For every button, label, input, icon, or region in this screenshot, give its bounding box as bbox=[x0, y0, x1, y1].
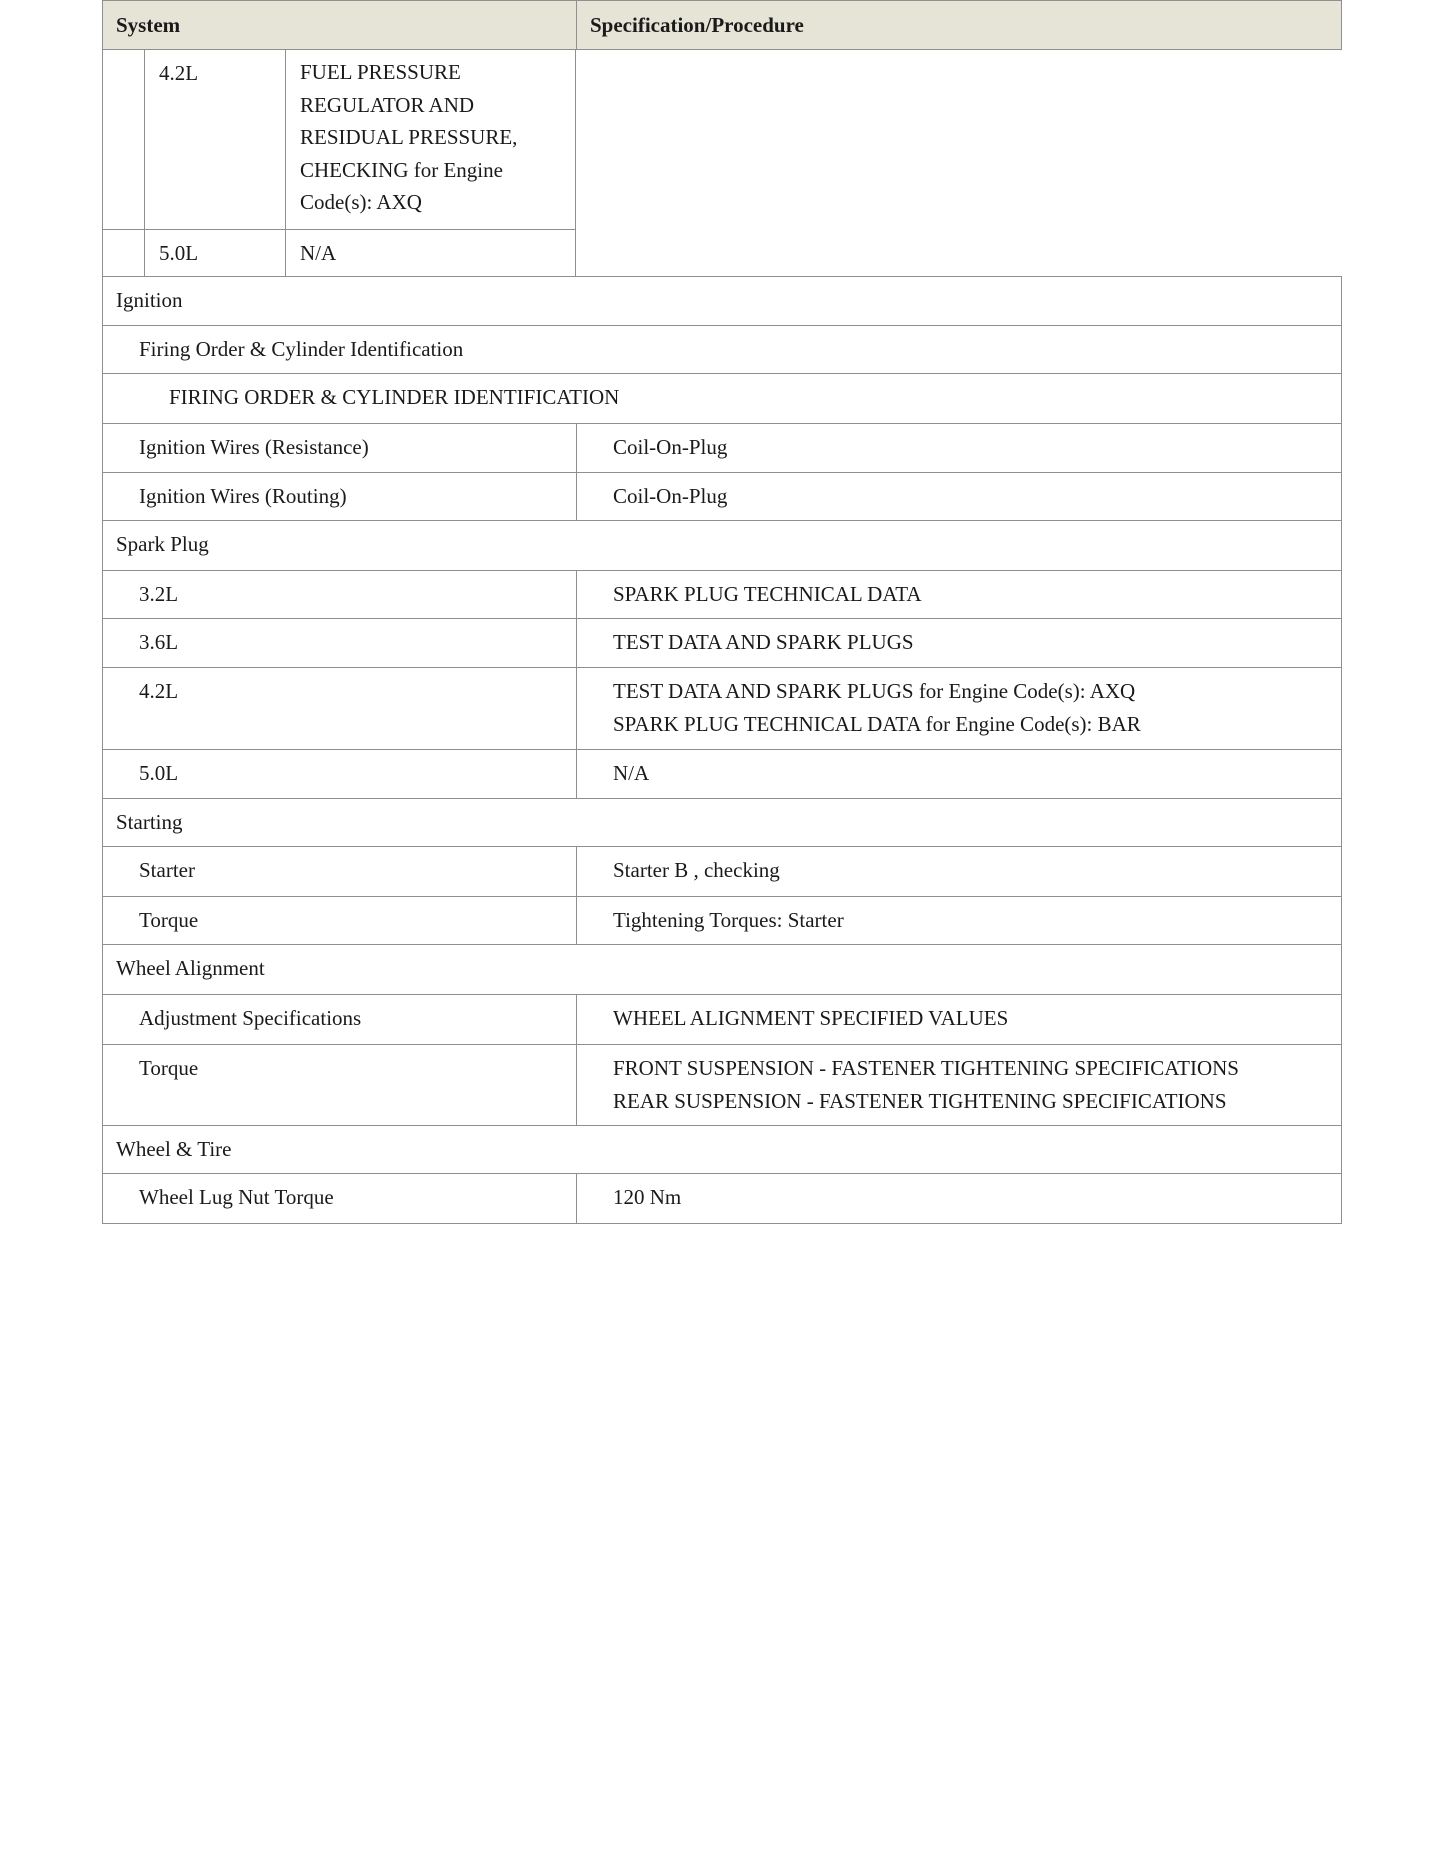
row-value-line-2: SPARK PLUG TECHNICAL DATA for Engine Code(s): BAR bbox=[613, 712, 1141, 736]
row-label: Ignition Wires (Resistance) bbox=[139, 435, 369, 459]
row-value: WHEEL ALIGNMENT SPECIFIED VALUES bbox=[613, 1006, 1009, 1030]
fuel-engine-4-2l: 4.2L bbox=[159, 61, 199, 85]
section-title: Ignition bbox=[116, 288, 183, 312]
fuel-procedure-4-2l: FUEL PRESSURE REGULATOR AND RESIDUAL PRESSURE, CHECKING for Engine Code(s): AXQ bbox=[300, 60, 518, 214]
section-spark-plug bbox=[102, 521, 1342, 571]
fuel-row-5-0l bbox=[102, 230, 1342, 277]
section-starting bbox=[102, 799, 1342, 847]
row-label: Ignition Wires (Routing) bbox=[139, 484, 347, 508]
row-label: 4.2L bbox=[139, 679, 179, 703]
row-value: N/A bbox=[613, 761, 650, 785]
row-spark-3-2l bbox=[102, 571, 1342, 619]
row-value: Coil-On-Plug bbox=[613, 435, 728, 459]
row-value-line-2: REAR SUSPENSION - FASTENER TIGHTENING SPECIFICATIONS bbox=[613, 1089, 1227, 1113]
row-firing-order-label bbox=[102, 326, 1342, 374]
row-spark-3-6l bbox=[102, 619, 1342, 668]
row-starting-torque bbox=[102, 897, 1342, 945]
fuel-value-5-0l: N/A bbox=[300, 241, 337, 265]
row-label: 5.0L bbox=[139, 761, 179, 785]
row-label: Wheel Lug Nut Torque bbox=[139, 1185, 334, 1209]
section-title: Starting bbox=[116, 810, 183, 834]
row-value: Starter B , checking bbox=[613, 858, 780, 882]
row-value: 120 Nm bbox=[613, 1185, 682, 1209]
spec-table bbox=[102, 0, 1342, 1224]
section-title: Spark Plug bbox=[116, 532, 209, 556]
row-value: SPARK PLUG TECHNICAL DATA bbox=[613, 582, 922, 606]
section-wheel-tire bbox=[102, 1126, 1342, 1174]
row-value: TEST DATA AND SPARK PLUGS bbox=[613, 630, 914, 654]
row-label: Starter bbox=[139, 858, 195, 882]
section-title: Wheel Alignment bbox=[116, 956, 265, 980]
header-spec: Specification/Procedure bbox=[590, 13, 804, 37]
row-firing-order-value bbox=[102, 374, 1342, 424]
table-header bbox=[102, 0, 1342, 50]
row-label: Torque bbox=[139, 908, 199, 932]
section-ignition bbox=[102, 277, 1342, 326]
fuel-row-4-2l bbox=[102, 50, 1342, 230]
row-label: 3.2L bbox=[139, 582, 179, 606]
row-value: Coil-On-Plug bbox=[613, 484, 728, 508]
row-wires-routing bbox=[102, 473, 1342, 521]
section-wheel-alignment bbox=[102, 945, 1342, 995]
row-value-line-1: FRONT SUSPENSION - FASTENER TIGHTENING SPECIFICATIONS bbox=[613, 1056, 1239, 1080]
row-starter bbox=[102, 847, 1342, 897]
section-title: Wheel & Tire bbox=[116, 1137, 232, 1161]
row-value: Tightening Torques: Starter bbox=[613, 908, 844, 932]
row-label: Firing Order & Cylinder Identification bbox=[139, 337, 464, 361]
row-alignment-torque bbox=[102, 1045, 1342, 1126]
row-label: 3.6L bbox=[139, 630, 179, 654]
row-value: FIRING ORDER & CYLINDER IDENTIFICATION bbox=[169, 385, 620, 409]
header-system: System bbox=[116, 13, 181, 37]
row-label: Adjustment Specifications bbox=[139, 1006, 362, 1030]
row-value-line-1: TEST DATA AND SPARK PLUGS for Engine Code(s): AXQ bbox=[613, 679, 1136, 703]
row-alignment-adjustment bbox=[102, 995, 1342, 1045]
fuel-engine-5-0l: 5.0L bbox=[159, 241, 199, 265]
row-wires-resistance bbox=[102, 424, 1342, 473]
row-spark-4-2l bbox=[102, 668, 1342, 750]
row-lug-nut-torque bbox=[102, 1174, 1342, 1224]
row-spark-5-0l bbox=[102, 750, 1342, 799]
row-label: Torque bbox=[139, 1056, 199, 1080]
